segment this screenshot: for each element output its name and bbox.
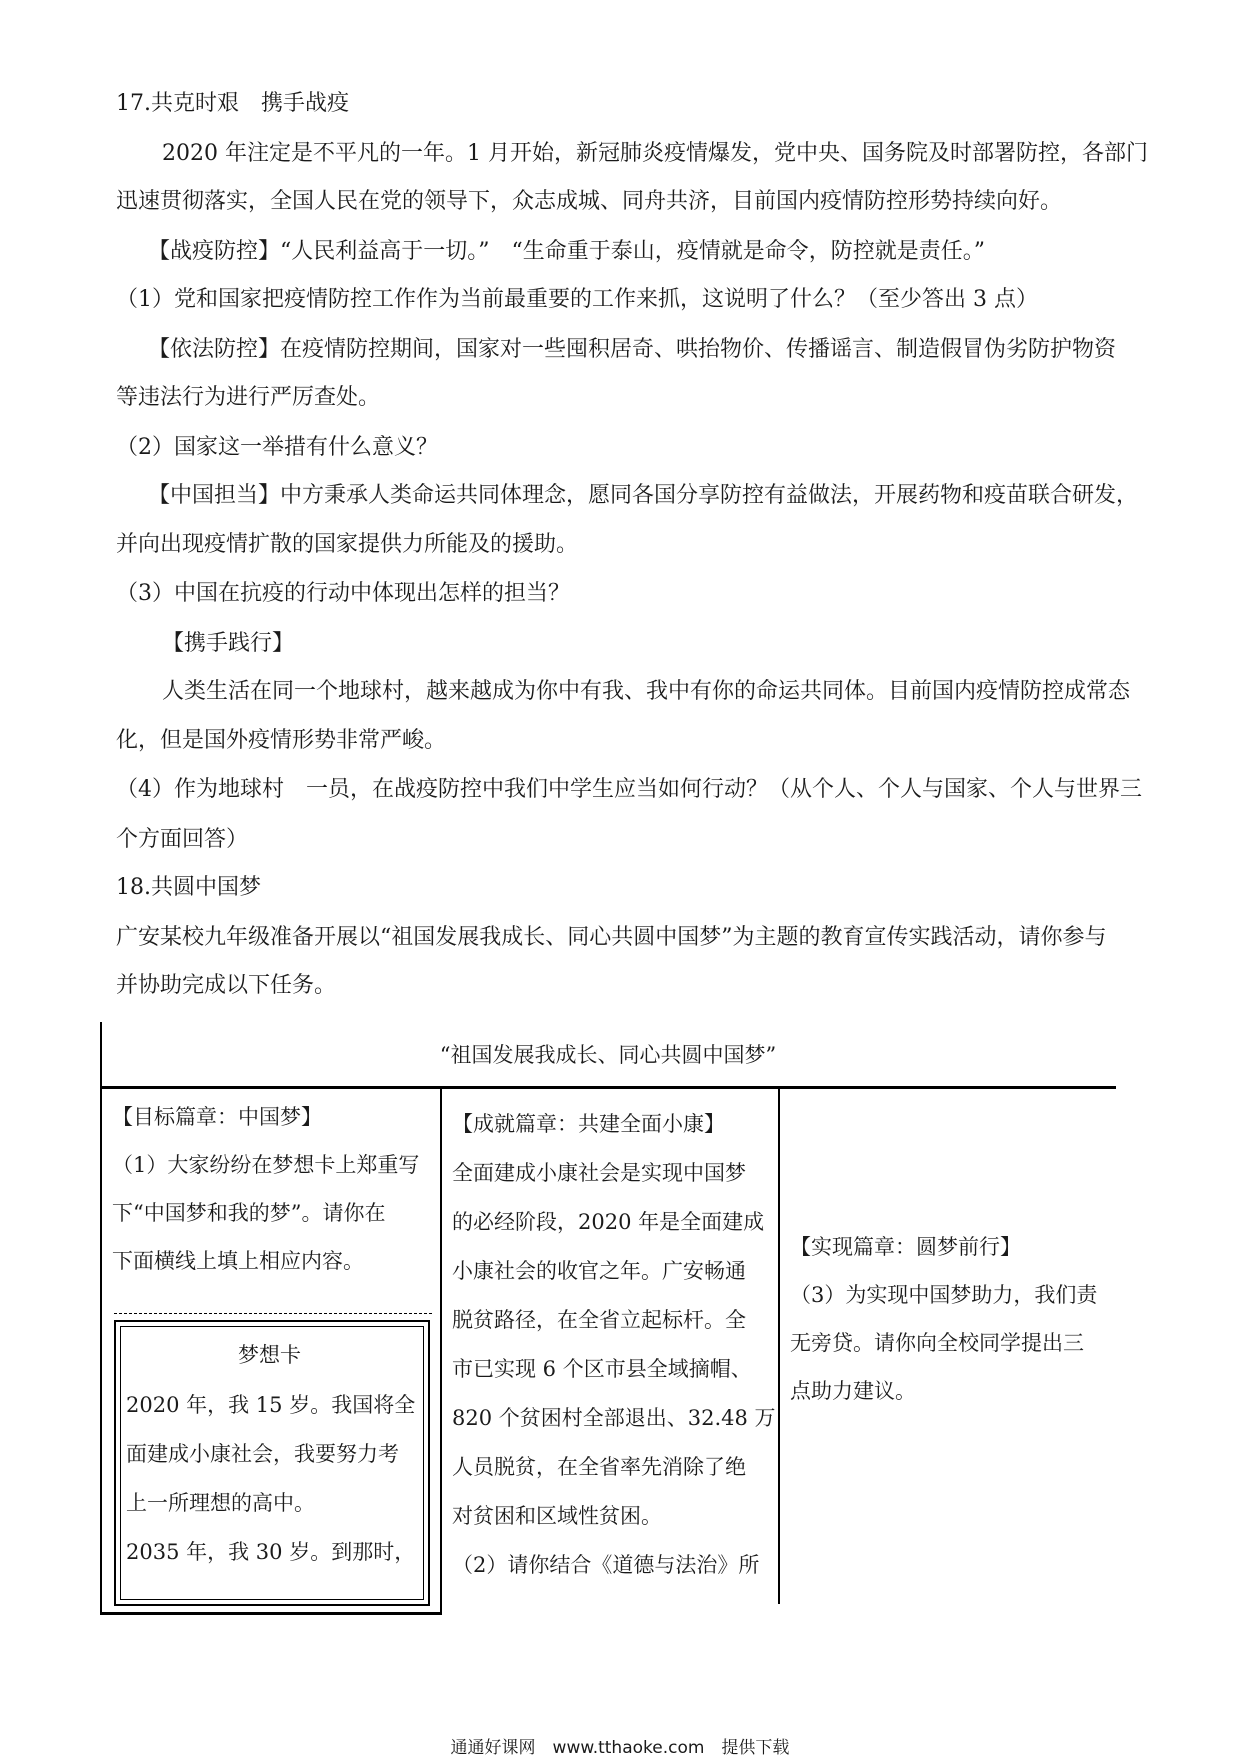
text-line: 并向出现疫情扩散的国家提供力所能及的援助。: [116, 532, 579, 557]
achievement-text-line: 【成就篇章：共建全面小康】: [452, 1112, 725, 1136]
page-footer: 通通好课网 www.tthaoke.com 提供下载: [450, 1738, 790, 1758]
table-left-border: [100, 1022, 102, 1614]
achievement-text-line: 的必经阶段，2020 年是全面建成: [452, 1210, 765, 1234]
text-line: 【携手践行】: [162, 631, 295, 656]
text-line: （4）作为地球村 一员，在战疫防控中我们中学生应当如何行动？（从个人、个人与国家、个人与世界三: [116, 777, 1143, 802]
text-line: 个方面回答）: [116, 827, 249, 852]
text-line: 等违法行为进行严厉查处。: [116, 385, 381, 410]
goal-text-line: 下面横线上填上相应内容。: [112, 1249, 364, 1273]
text-line: 并协助完成以下任务。: [116, 973, 337, 998]
realization-text-line: （3）为实现中国梦助力，我们责: [790, 1283, 1098, 1307]
dream-card-title: 梦想卡: [238, 1343, 301, 1367]
text-line: 【战疫防控】“人民利益高于一切。” “生命重于泰山，疫情就是命令，防控就是责任。”: [148, 239, 985, 264]
text-line: 化，但是国外疫情形势非常严峻。: [116, 728, 447, 753]
table-title-rule: [100, 1086, 1116, 1089]
text-line: 迅速贯彻落实，全国人民在党的领导下，众志成城、同舟共济，目前国内疫情防控形势持续向好。: [116, 189, 1063, 214]
achievement-text-line: 820 个贫困村全部退出、32.48 万: [452, 1406, 776, 1430]
achievement-text-line: 脱贫路径，在全省立起标杆。全: [452, 1308, 746, 1332]
table-title: “祖国发展我成长、同心共圆中国梦”: [439, 1043, 777, 1067]
text-line: 2020 年注定是不平凡的一年。1 月开始，新冠肺炎疫情爆发，党中央、国务院及时部署防控，各部门: [162, 141, 1148, 166]
realization-text-line: 【实现篇章：圆梦前行】: [790, 1235, 1021, 1259]
achievement-text-line: （2）请你结合《道德与法治》所: [452, 1553, 760, 1577]
text-line: （1）党和国家把疫情防控工作作为当前最重要的工作来抓，这说明了什么？（至少答出 3 点）: [116, 287, 1038, 312]
realization-text-line: 点助力建议。: [790, 1379, 916, 1403]
dream-card-line: 面建成小康社会，我要努力考: [126, 1442, 399, 1466]
goal-text-line: 下“中国梦和我的梦”。请你在: [112, 1201, 386, 1225]
text-line: （2）国家这一举措有什么意义？: [116, 435, 438, 460]
text-line: 人类生活在同一个地球村，越来越成为你中有我、我中有你的命运共同体。目前国内疫情防控成常态: [162, 679, 1131, 704]
text-line: 广安某校九年级准备开展以“祖国发展我成长、同心共圆中国梦”为主题的教育宣传实践活动，请你参与: [116, 925, 1107, 950]
achievement-text-line: 全面建成小康社会是实现中国梦: [452, 1161, 746, 1185]
goal-text-line: （1）大家纷纷在梦想卡上郑重写: [112, 1153, 420, 1177]
table-col-divider-1: [440, 1088, 442, 1614]
table-bottom-rule: [100, 1612, 442, 1615]
achievement-text-line: 小康社会的收官之年。广安畅通: [452, 1259, 746, 1283]
text-line: （3）中国在抗疫的行动中体现出怎样的担当？: [116, 581, 570, 606]
card-dashed-rule: [114, 1313, 432, 1314]
realization-text-line: 无旁贷。请你向全校同学提出三: [790, 1331, 1084, 1355]
text-line: 【依法防控】在疫情防控期间，国家对一些囤积居奇、哄抬物价、传播谣言、制造假冒伪劣防护物资: [148, 337, 1117, 362]
goal-text-line: 【目标篇章：中国梦】: [112, 1105, 322, 1129]
table-col-divider-2: [778, 1088, 780, 1604]
achievement-text-line: 对贫困和区域性贫困。: [452, 1504, 662, 1528]
text-line: 17.共克时艰 携手战疫: [116, 91, 349, 116]
dream-card-line: 2035 年，我 30 岁。到那时，: [126, 1540, 416, 1564]
achievement-text-line: 市已实现 6 个区市县全域摘帽、: [452, 1357, 752, 1381]
dream-card-line: 2020 年，我 15 岁。我国将全: [126, 1393, 416, 1417]
text-line: 【中国担当】中方秉承人类命运共同体理念，愿同各国分享防控有益做法，开展药物和疫苗联合研发，: [148, 483, 1139, 508]
dream-card-line: 上一所理想的高中。: [126, 1491, 315, 1515]
text-line: 18.共圆中国梦: [116, 875, 261, 900]
achievement-text-line: 人员脱贫，在全省率先消除了绝: [452, 1455, 746, 1479]
